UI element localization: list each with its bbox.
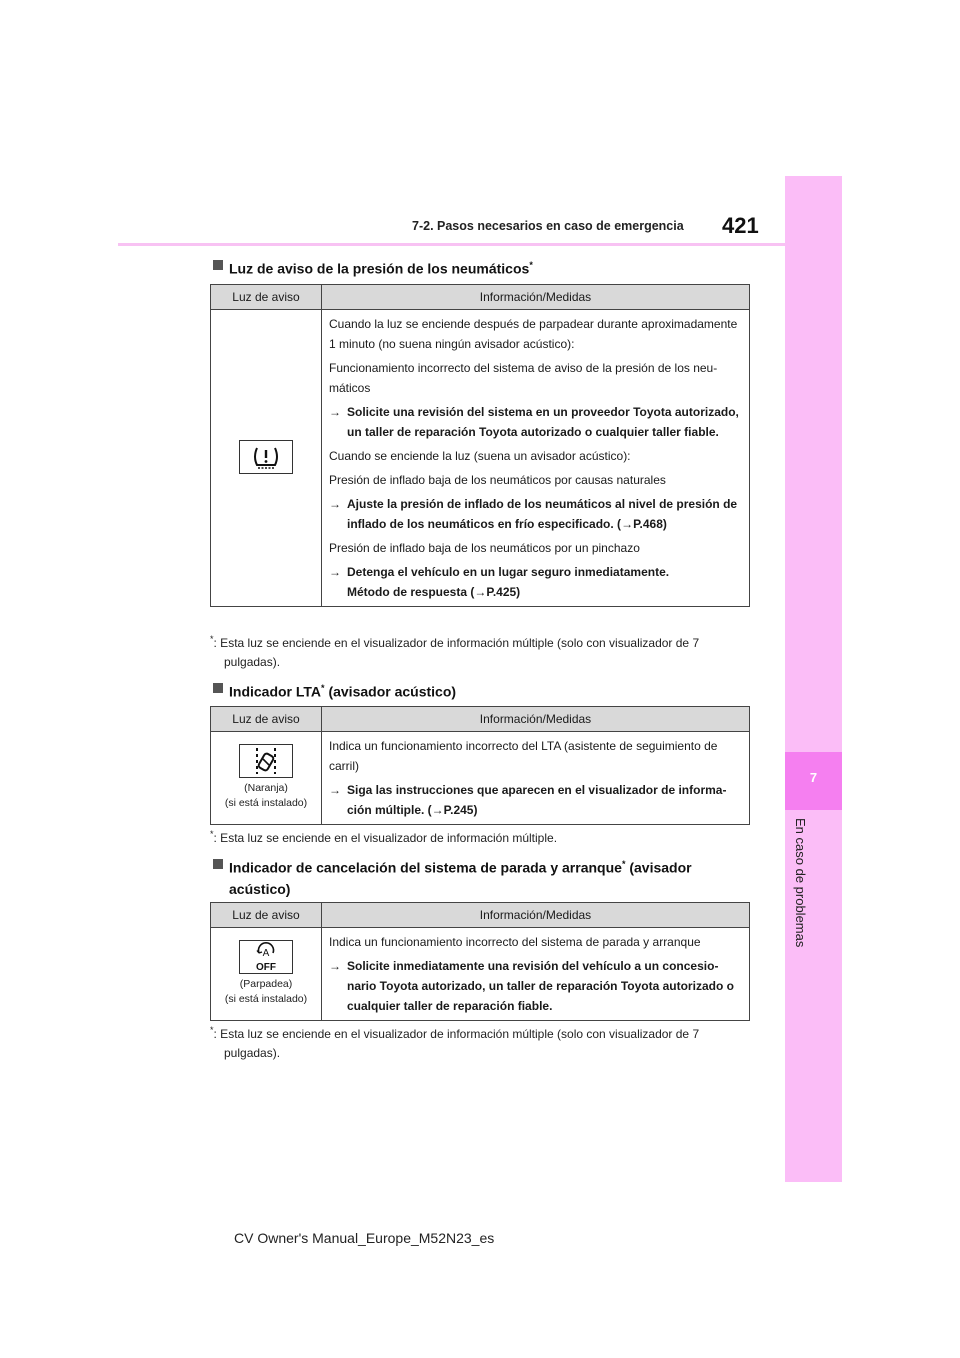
arrow-icon: → xyxy=(474,585,487,599)
action-text: Detenga el vehículo en un lugar seguro inmediatamente. xyxy=(347,565,670,579)
col-header-info: Información/Medidas xyxy=(322,285,750,310)
info-cell xyxy=(322,310,750,607)
heading-text: acústico) xyxy=(229,880,291,897)
asterisk: * xyxy=(210,1025,214,1035)
icon-letter: A xyxy=(262,947,270,959)
action-item xyxy=(329,562,743,602)
action-text: Ajuste la presión de inflado de los neumáticos al nivel de presión de inflado de los neumáticos en frío especificado. ( xyxy=(347,497,738,531)
section-title: 7-2. Pasos necesarios en caso de emergencia xyxy=(412,219,684,233)
chapter-label: En caso de problemas xyxy=(793,818,808,948)
icon-caption: (Naranja) xyxy=(244,781,288,794)
action-item xyxy=(329,494,743,534)
heading-bullet xyxy=(213,260,223,270)
icon-caption: (si está instalado) xyxy=(224,992,308,1005)
footnote xyxy=(210,630,750,672)
lta-indicator-icon xyxy=(239,744,293,778)
asterisk: * xyxy=(621,859,626,869)
page-reference-link[interactable]: P.425) xyxy=(486,585,521,599)
col-header-warning-light: Luz de aviso xyxy=(211,903,322,928)
info-text: Indica un funcionamiento incorrecto del LTA (asistente de seguimiento de carril) xyxy=(329,739,718,773)
col-header-warning-light: Luz de aviso xyxy=(211,285,322,310)
tire-pressure-table xyxy=(210,284,750,607)
asterisk: * xyxy=(321,683,325,693)
arrow-icon: → xyxy=(329,497,341,511)
col-header-info: Información/Medidas xyxy=(322,903,750,928)
footer-text: CV Owner's Manual_Europe_M52N23_es xyxy=(234,1230,495,1246)
info-cell xyxy=(322,928,750,1021)
action-item xyxy=(329,956,743,1016)
footnote-text: pulgadas). xyxy=(224,655,281,669)
chapter-number: 7 xyxy=(809,770,818,785)
asterisk: * xyxy=(529,260,533,270)
icon-caption: (Parpadea) xyxy=(239,977,293,990)
page-number: 421 xyxy=(722,213,759,238)
chapter-number-tab xyxy=(785,752,842,810)
page-reference-link[interactable]: P.245) xyxy=(443,803,478,817)
page-reference-link[interactable]: P.468) xyxy=(633,517,667,531)
action-item xyxy=(329,402,743,442)
footnote-text: : Esta luz se enciende en el visualizador de información múltiple. xyxy=(213,831,558,845)
arrow-icon: → xyxy=(329,783,341,797)
info-text: Funcionamiento incorrecto del sistema de aviso de la presión de los neumáticos xyxy=(329,361,718,395)
heading-text: Indicador LTA xyxy=(229,683,322,700)
header-rule xyxy=(118,243,785,246)
arrow-icon: → xyxy=(329,565,341,579)
footnote xyxy=(210,1021,750,1063)
heading-bullet xyxy=(213,859,223,869)
icon-cell xyxy=(211,732,322,825)
arrow-icon: → xyxy=(621,517,634,531)
asterisk: * xyxy=(210,829,214,839)
footnote-text: : Esta luz se enciende en el visualizador de información múltiple (solo con visualizador de 7 xyxy=(213,636,700,650)
icon-caption: (si está instalado) xyxy=(224,796,308,809)
info-text: Indica un funcionamiento incorrecto del sistema de parada y arranque xyxy=(329,935,701,949)
tire-pressure-warning-icon xyxy=(239,440,293,474)
lta-table xyxy=(210,706,750,825)
heading-text: (avisador acústico) xyxy=(324,683,457,700)
action-text: Siga las instrucciones que aparecen en el visualizador de información múltiple. ( xyxy=(347,783,727,817)
arrow-icon: → xyxy=(329,959,341,973)
heading-text: Indicador de cancelación del sistema de parada y arranque xyxy=(229,859,622,876)
icon-text: OFF xyxy=(256,961,276,973)
chapter-side-tab xyxy=(785,176,842,1182)
info-text: Presión de inflado baja de los neumáticos por causas naturales xyxy=(329,473,666,487)
col-header-info: Información/Medidas xyxy=(322,707,750,732)
info-text: Presión de inflado baja de los neumáticos por un pinchazo xyxy=(329,541,640,555)
col-header-warning-light: Luz de aviso xyxy=(211,707,322,732)
heading-text: Luz de aviso de la presión de los neumáticos xyxy=(229,260,530,277)
heading-lta xyxy=(213,678,456,703)
arrow-icon: → xyxy=(329,405,341,419)
heading-bullet xyxy=(213,683,223,693)
icon-cell xyxy=(211,928,322,1021)
stop-start-table xyxy=(210,902,750,1021)
info-text: Cuando se enciende la luz (suena un avisador acústico): xyxy=(329,449,631,463)
stop-start-cancel-icon xyxy=(239,940,293,974)
asterisk: * xyxy=(210,634,214,644)
action-text: Método de respuesta ( xyxy=(347,585,475,599)
heading-text: (avisador xyxy=(625,859,692,876)
heading-stop-start xyxy=(213,854,692,900)
action-text: Solicite inmediatamente una revisión del vehículo a un concesionario Toyota autorizado, un taller de reparación Toyota autorizado o cualquier taller de reparación fiable. xyxy=(347,959,734,1013)
info-cell xyxy=(322,732,750,825)
heading-tire-pressure xyxy=(213,255,533,280)
footnote xyxy=(210,825,750,848)
footnote-text: pulgadas). xyxy=(224,1046,281,1060)
arrow-icon: → xyxy=(431,803,444,817)
icon-cell xyxy=(211,310,322,607)
action-item xyxy=(329,780,743,820)
info-text: Cuando la luz se enciende después de parpadear durante aproximadamente 1 minuto (no suena ningún avisador acústico): xyxy=(329,317,738,351)
action-text: Solicite una revisión del sistema en un proveedor Toyota autorizado, un taller de reparación Toyota autorizado o cualquier taller fiable. xyxy=(347,405,739,439)
footnote-text: : Esta luz se enciende en el visualizador de información múltiple (solo con visualizador de 7 xyxy=(213,1027,700,1041)
